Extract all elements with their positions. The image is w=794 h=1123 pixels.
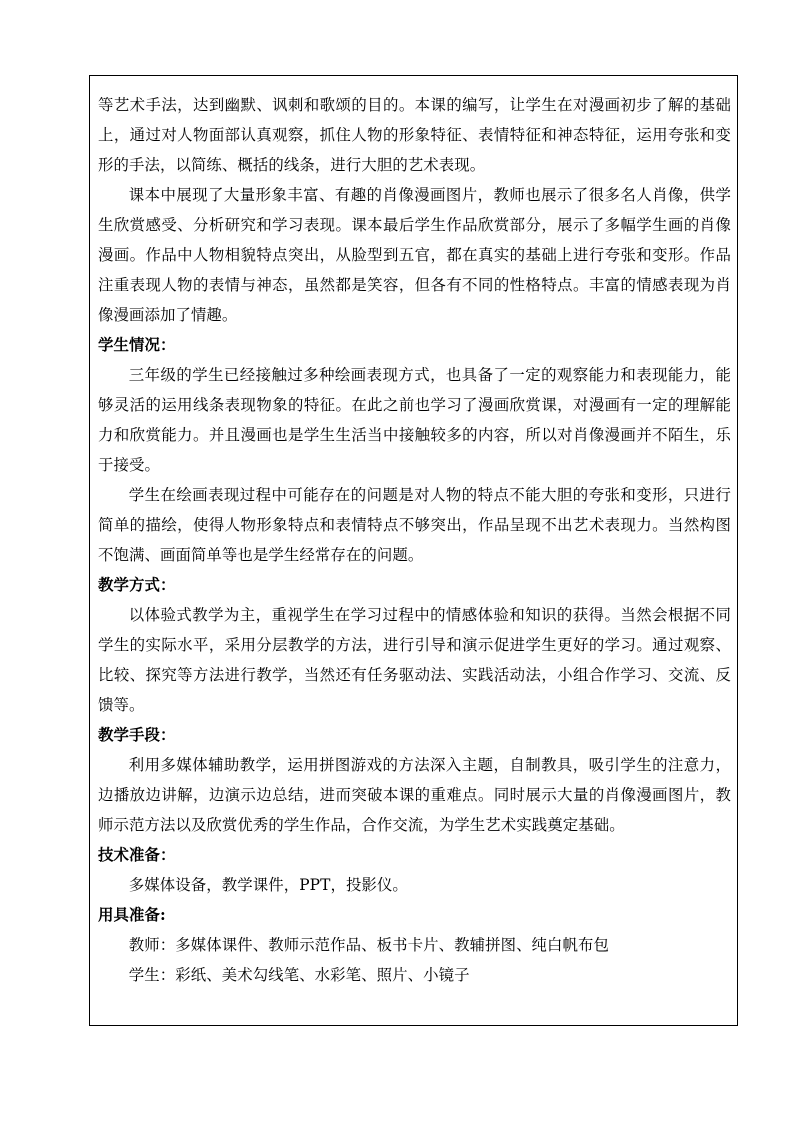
lesson-plan-table-cell xyxy=(89,75,738,1026)
tools-heading: 用具准备: xyxy=(98,906,166,924)
tech-heading: 技术准备： xyxy=(98,846,176,864)
intro-paragraph-2: 课本中展现了大量形象丰富、有趣的肖像漫画图片，教师也展示了很多名人肖像，供学生欣赏感受、分析研究和学习表现。课本最后学生作品欣赏部分，展示了多幅学生画的肖像漫画。作品中人物相貌特点突出，从脸型到五官，都在真实的基础上进行夸张和变形。作品注重表现人物的表情与神态，虽然都是笑容，但各有不同的性格特点。丰富的情感表现为肖像漫画添加了情趣。 xyxy=(98,186,731,324)
students-paragraph-2: 学生在绘画表现过程中可能存在的问题是对人物的特点不能大胆的夸张和变形，只进行简单的描绘，使得人物形象特点和表情特点不够突出，作品呈现不出艺术表现力。当然构图不饱满、画面简单等也是学生经常存在的问题。 xyxy=(98,486,731,564)
students-paragraph-1: 三年级的学生已经接触过多种绘画表现方式，也具备了一定的观察能力和表现能力，能够灵活的运用线条表现物象的特征。在此之前也学习了漫画欣赏课，对漫画有一定的理解能力和欣赏能力。并且漫画也是学生生活当中接触较多的内容，所以对肖像漫画并不陌生，乐于接受。 xyxy=(98,366,731,474)
means-paragraph: 利用多媒体辅助教学，运用拼图游戏的方法深入主题，自制教具，吸引学生的注意力，边播放边讲解，边演示边总结，进而突破本课的重难点。同时展示大量的肖像漫画图片，教师示范方法以及欣赏优秀的学生作品，合作交流，为学生艺术实践奠定基础。 xyxy=(98,756,731,834)
method-heading: 教学方式： xyxy=(98,576,176,594)
tech-item: 多媒体设备，教学课件，PPT，投影仪。 xyxy=(128,876,408,894)
method-paragraph: 以体验式教学为主，重视学生在学习过程中的情感体验和知识的获得。当然会根据不同学生的实际水平，采用分层教学的方法，进行引导和演示促进学生更好的学习。通过观察、比较、探究等方法进行教学，当然还有任务驱动法、实践活动法，小组合作学习、交流、反馈等。 xyxy=(98,606,731,714)
tools-student-item: 学生：彩纸、美术勾线笔、水彩笔、照片、小镜子 xyxy=(128,966,470,984)
lesson-plan-content xyxy=(98,90,731,990)
tools-teacher-item: 教师：多媒体课件、教师示范作品、板书卡片、教辅拼图、纯白帆布包 xyxy=(128,936,610,954)
intro-paragraph-1: 等艺术手法，达到幽默、讽刺和歌颂的目的。本课的编写，让学生在对漫画初步了解的基础上，通过对人物面部认真观察，抓住人物的形象特征、表情特征和神态特征，运用夸张和变形的手法，以简练、概括的线条，进行大胆的艺术表现。 xyxy=(98,96,731,174)
students-heading: 学生情况： xyxy=(98,336,176,354)
means-heading: 教学手段： xyxy=(98,726,176,744)
